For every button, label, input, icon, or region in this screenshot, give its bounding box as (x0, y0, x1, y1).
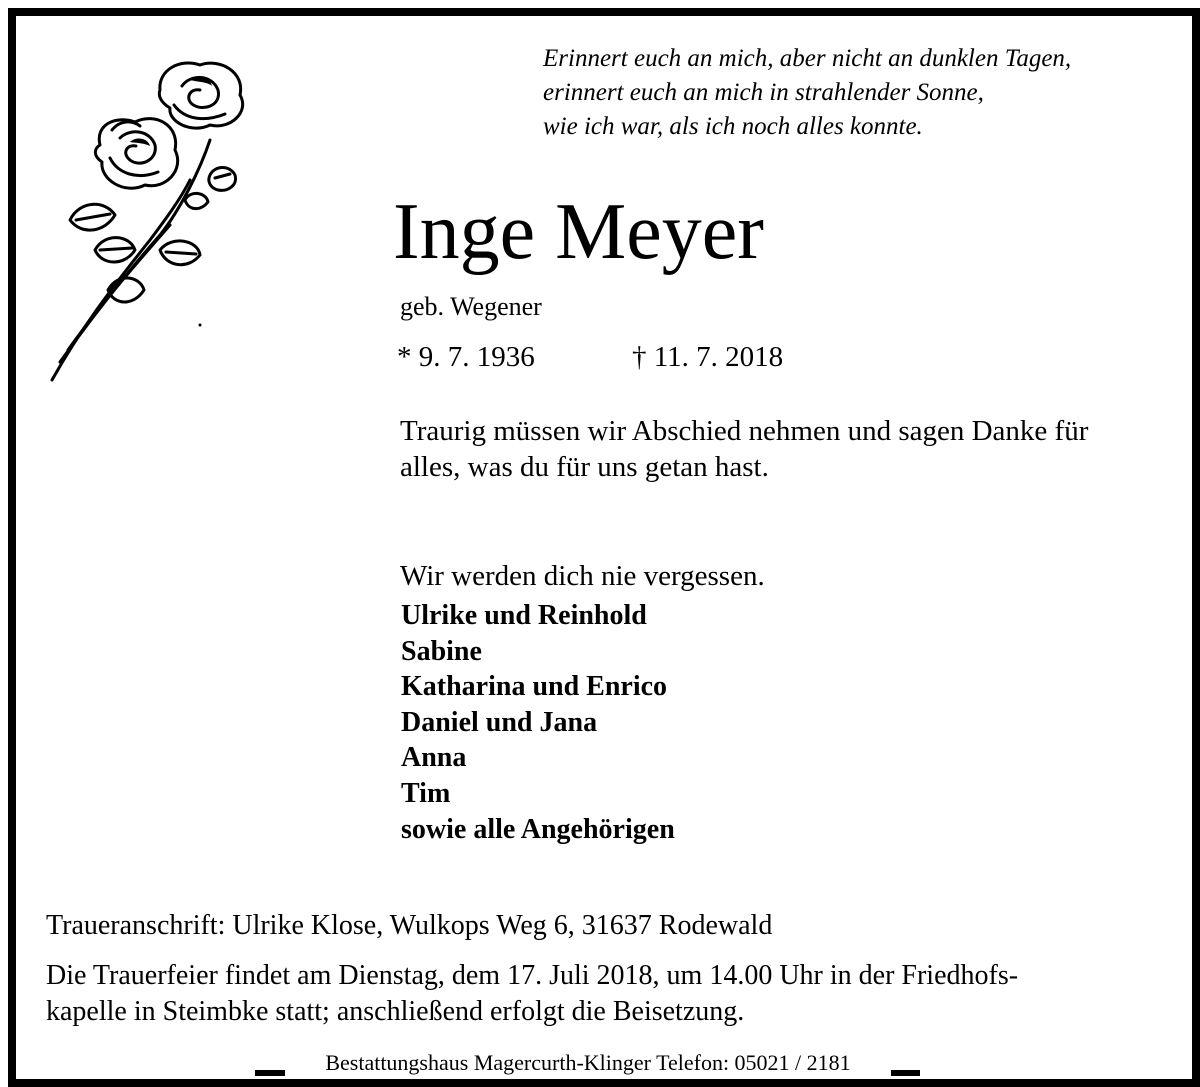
farewell-line: alles, was du für uns getan hast. (400, 451, 769, 483)
family-member: Sabine (401, 635, 482, 667)
farewell-message (400, 413, 1088, 485)
family-member: Tim (401, 777, 451, 809)
family-member: Daniel und Jana (401, 706, 598, 738)
poem (543, 42, 1071, 144)
ceremony-line: Die Trauerfeier findet am Dienstag, dem 17. Juli 2018, um 14.00 Uhr in der Friedhofs- (46, 960, 1019, 991)
family-member: Ulrike und Reinhold (401, 600, 647, 631)
farewell-line: Traurig müssen wir Abschied nehmen und sagen Danke für (400, 415, 1089, 447)
closing-message: Wir werden dich nie vergessen. (400, 560, 765, 592)
ceremony-line: kapelle in Steimbke statt; anschließend erfolgt die Beisetzung. (46, 996, 745, 1027)
maiden-name: geb. Wegener (400, 292, 542, 321)
mourning-address: Traueranschrift: Ulrike Klose, Wulkops Weg 6, 31637 Rodewald (46, 910, 773, 941)
family-member: Katharina und Enrico (401, 671, 668, 703)
funeral-home-footer: Bestattungshaus Magercurth-Klinger Telefon: 05021 / 2181 (285, 1048, 891, 1078)
family-list (401, 598, 675, 847)
death-date: † 11. 7. 2018 (632, 341, 784, 373)
family-member: Anna (401, 742, 467, 774)
ceremony-info (46, 958, 1018, 1030)
poem-line: Erinnert euch an mich, aber nicht an dunklen Tagen, (543, 45, 1072, 72)
family-member: sowie alle Angehörigen (401, 813, 675, 845)
birth-date: * 9. 7. 1936 (397, 341, 535, 373)
poem-line: wie ich war, als ich noch alles konnte. (543, 113, 923, 140)
deceased-name: Inge Meyer (393, 188, 764, 276)
roses-illustration-icon (40, 50, 260, 390)
poem-line: erinnert euch an mich in strahlender Sonne, (543, 79, 984, 106)
